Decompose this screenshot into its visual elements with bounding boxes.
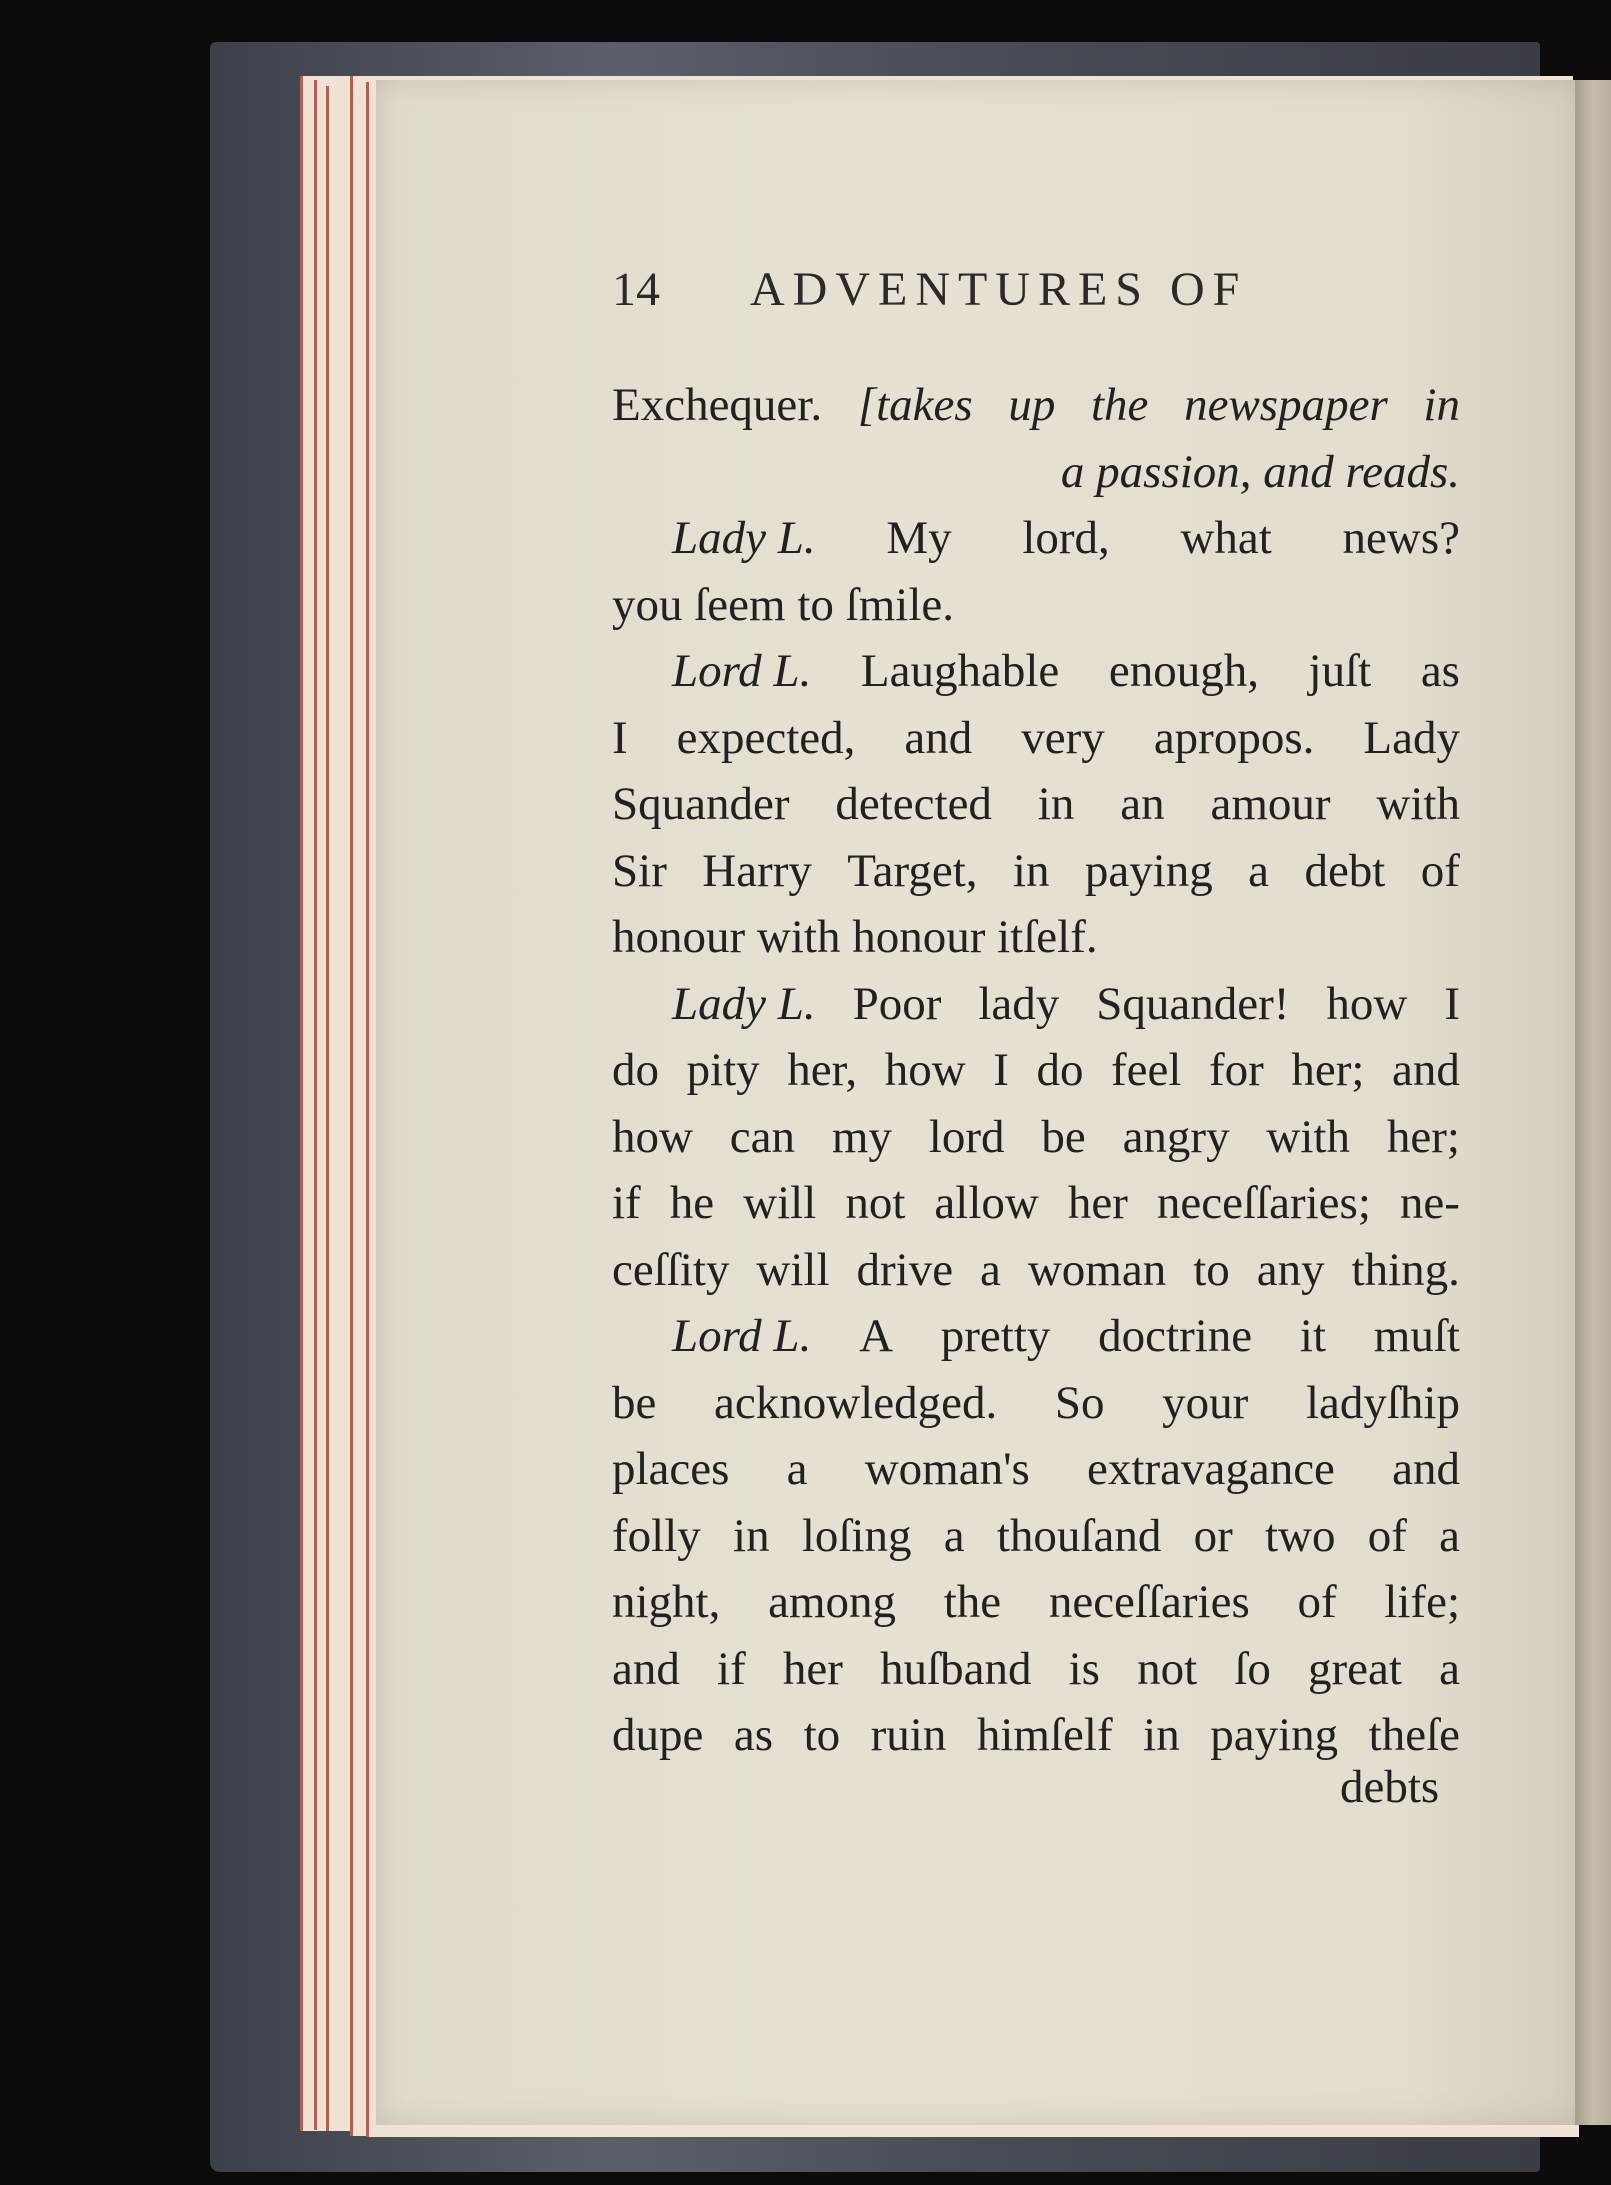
text-word: theſe xyxy=(1368,1709,1460,1761)
text-word: her; xyxy=(1291,1044,1365,1096)
text-word: Exchequer. xyxy=(612,379,823,431)
text-word: her xyxy=(782,1642,843,1695)
text-word: himſelf xyxy=(976,1709,1113,1761)
text-word: a xyxy=(1248,844,1270,897)
text-word: folly xyxy=(612,1509,701,1562)
text-word: thing. xyxy=(1351,1243,1460,1296)
text-word: ne- xyxy=(1399,1177,1460,1229)
text-word: pretty xyxy=(940,1310,1051,1362)
text-word: apropos. xyxy=(1153,711,1315,764)
text-word: Squander xyxy=(612,778,790,830)
text-line xyxy=(612,1037,1460,1104)
text-word: woman xyxy=(1027,1243,1167,1296)
text-word: up xyxy=(1008,379,1056,431)
text-word: can xyxy=(729,1110,796,1163)
text-word: a xyxy=(1439,1509,1460,1562)
text-word: if xyxy=(612,1177,641,1229)
text-line xyxy=(612,1436,1460,1503)
text-word: woman's xyxy=(864,1443,1030,1495)
text-word: of xyxy=(1367,1509,1407,1562)
text-word: how xyxy=(884,1044,966,1096)
page-number: 14 xyxy=(612,263,660,316)
text-word: two xyxy=(1264,1509,1336,1562)
text-word: night, xyxy=(612,1576,721,1628)
text-line xyxy=(612,1104,1460,1171)
text-word: neceſſaries; xyxy=(1156,1177,1371,1229)
text-word: I xyxy=(1444,977,1460,1030)
text-line xyxy=(612,838,1460,905)
page-body-text xyxy=(612,372,1460,1769)
text-word: great xyxy=(1308,1642,1402,1695)
text-word: dupe xyxy=(612,1709,704,1761)
text-word: be xyxy=(612,1376,657,1429)
text-word: I xyxy=(612,711,628,764)
text-word: a xyxy=(943,1509,965,1562)
text-line xyxy=(612,572,1460,639)
page-gutter xyxy=(1575,80,1611,2125)
text-word: is xyxy=(1068,1642,1100,1695)
text-word: in xyxy=(1012,844,1050,897)
text-word: with xyxy=(1266,1110,1350,1163)
text-word: Sir xyxy=(612,844,667,897)
text-word: to xyxy=(803,1709,841,1761)
text-word: not xyxy=(1137,1642,1198,1695)
text-word: neceſſaries xyxy=(1048,1576,1250,1628)
text-word: an xyxy=(1120,778,1165,830)
text-word: Lady xyxy=(1363,711,1460,764)
text-word: of xyxy=(1420,844,1460,897)
text-word: as xyxy=(1420,645,1460,697)
text-word: in xyxy=(1037,778,1075,830)
text-line xyxy=(612,971,1460,1038)
text-word: enough, xyxy=(1108,645,1259,697)
page-header xyxy=(612,262,1332,322)
text-line xyxy=(612,705,1460,772)
text-word: with xyxy=(1376,778,1460,830)
text-word: be xyxy=(1041,1110,1086,1163)
text-word: and xyxy=(1392,1044,1460,1096)
text-word: life; xyxy=(1384,1576,1460,1628)
text-word: ladyſhip xyxy=(1305,1376,1460,1429)
text-word: he xyxy=(669,1177,715,1229)
text-word: and xyxy=(612,1642,680,1695)
text-word: Squander! xyxy=(1096,977,1290,1030)
text-word: ruin xyxy=(870,1709,947,1761)
text-word: places xyxy=(612,1443,730,1495)
text-word: how xyxy=(612,1110,693,1163)
text-word: and xyxy=(904,711,973,764)
text-line xyxy=(612,1569,1460,1636)
text-word: paying xyxy=(1210,1709,1339,1761)
text-line xyxy=(612,1370,1460,1437)
text-line xyxy=(612,1503,1460,1570)
text-line xyxy=(612,638,1460,705)
text-word: Harry xyxy=(702,844,812,897)
text-word: in xyxy=(1423,379,1460,431)
text-word: among xyxy=(768,1576,896,1628)
text-word: very xyxy=(1021,711,1105,764)
text-word: [takes xyxy=(857,379,973,431)
text-word: allow xyxy=(934,1177,1039,1229)
text-word: drive xyxy=(856,1243,954,1296)
text-line xyxy=(612,1303,1460,1370)
text-word: paying xyxy=(1084,844,1213,897)
text-word: extravagance xyxy=(1087,1443,1335,1495)
text-word: the xyxy=(943,1576,1002,1628)
text-word: Laughable xyxy=(860,645,1060,697)
text-line xyxy=(612,505,1460,572)
text-word: in xyxy=(1143,1709,1180,1761)
text-word: a xyxy=(980,1243,1001,1296)
text-word: detected xyxy=(835,778,992,830)
text-word: will xyxy=(756,1243,830,1296)
text-word: So xyxy=(1054,1376,1105,1429)
text-word: in xyxy=(733,1509,770,1562)
text-word: doctrine xyxy=(1098,1310,1253,1362)
text-word: a xyxy=(786,1443,808,1495)
text-word: Target, xyxy=(847,844,978,897)
text-word: my xyxy=(831,1110,892,1163)
text-word: as xyxy=(733,1709,774,1761)
text-word: or xyxy=(1193,1509,1233,1562)
text-word: her, xyxy=(787,1044,858,1096)
text-line xyxy=(612,1636,1460,1703)
text-word: pity xyxy=(686,1044,760,1096)
text-word: and xyxy=(1392,1443,1460,1495)
text-word: Lady L. xyxy=(672,977,816,1030)
text-word: expected, xyxy=(676,711,856,764)
text-word: how xyxy=(1326,977,1408,1030)
text-word: amour xyxy=(1210,778,1331,830)
text-word: do xyxy=(1036,1044,1084,1096)
text-word: to xyxy=(1193,1243,1230,1296)
text-word: you ſeem to ſmile. xyxy=(612,578,954,631)
text-line xyxy=(612,904,1460,971)
text-word: angry xyxy=(1122,1110,1230,1163)
text-word: thouſand xyxy=(996,1509,1162,1562)
text-word: I xyxy=(993,1044,1009,1096)
text-word: feel xyxy=(1111,1044,1182,1096)
text-line xyxy=(612,1237,1460,1304)
text-word: ceſſity xyxy=(612,1243,730,1296)
text-word: do xyxy=(612,1044,659,1096)
text-word: muſt xyxy=(1373,1310,1460,1362)
text-word: honour with honour itſelf. xyxy=(612,911,1098,963)
text-line xyxy=(612,439,1460,506)
text-word: Lord L. xyxy=(672,645,812,697)
text-word: lord xyxy=(928,1110,1005,1163)
text-word: Poor xyxy=(852,977,942,1030)
text-word: a xyxy=(1439,1642,1460,1695)
text-line xyxy=(612,1170,1460,1237)
catchword: debts xyxy=(1340,1761,1440,1813)
text-word: it xyxy=(1299,1310,1327,1362)
text-word: huſband xyxy=(880,1642,1032,1695)
text-word: juſt xyxy=(1308,645,1372,697)
text-word: will xyxy=(743,1177,817,1229)
text-line xyxy=(612,771,1460,838)
text-word: news? xyxy=(1342,512,1460,564)
text-word: lady xyxy=(978,977,1060,1030)
text-word: if xyxy=(717,1642,746,1695)
text-word: Lord L. xyxy=(672,1310,812,1362)
text-line xyxy=(612,1702,1460,1769)
text-word: not xyxy=(845,1177,906,1229)
text-word: her xyxy=(1067,1177,1128,1229)
text-word: any xyxy=(1256,1243,1325,1296)
text-word: debt xyxy=(1304,844,1386,897)
text-word: My xyxy=(886,512,952,564)
text-word: Lady L. xyxy=(672,512,816,564)
text-word: her; xyxy=(1386,1110,1460,1163)
text-word: newspaper xyxy=(1184,379,1388,431)
text-word: ſo xyxy=(1234,1642,1271,1695)
text-word: the xyxy=(1091,379,1149,431)
text-word: loſing xyxy=(801,1509,912,1562)
text-word: your xyxy=(1162,1376,1249,1429)
text-word: what xyxy=(1180,512,1272,564)
text-word: acknowledged. xyxy=(714,1376,998,1429)
text-word: for xyxy=(1209,1044,1264,1096)
text-word: a passion, and reads. xyxy=(1060,445,1460,498)
text-line xyxy=(612,372,1460,439)
text-word: of xyxy=(1297,1576,1337,1628)
text-word: lord, xyxy=(1022,512,1110,564)
text-word: A xyxy=(859,1310,894,1362)
running-title: ADVENTURES OF xyxy=(750,263,1248,316)
